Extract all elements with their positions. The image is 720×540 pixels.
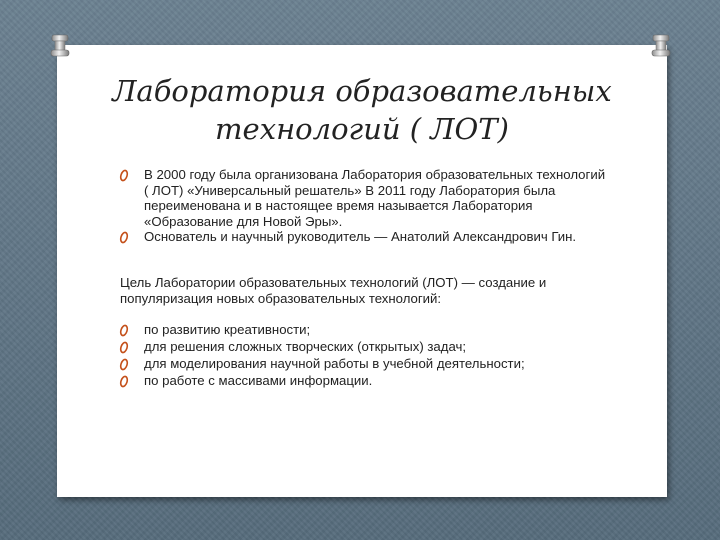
title-line-2: технологий ( ЛОТ) bbox=[215, 112, 509, 146]
list-item bbox=[118, 322, 608, 338]
pushpin-icon bbox=[50, 33, 70, 61]
intro-bullet-list bbox=[118, 167, 608, 245]
list-item-text: для моделирования научной работы в учебной деятельности; bbox=[144, 356, 525, 371]
bullet-icon bbox=[118, 168, 132, 182]
list-item-text: для решения сложных творческих (открытых) задач; bbox=[144, 339, 467, 354]
goal-paragraph: Цель Лаборатории образовательных технологий (ЛОТ) — создание и популяризация новых образовательных технологий: bbox=[120, 275, 547, 306]
pushpin-icon bbox=[651, 33, 671, 61]
bullet-icon bbox=[118, 340, 132, 354]
bullet-icon bbox=[118, 230, 132, 244]
list-item-text: по работе с массивами информации. bbox=[144, 373, 373, 388]
list-item bbox=[118, 167, 608, 229]
list-item-text: В 2000 году была организована Лаборатория образовательных технологий ( ЛОТ) «Универсальный решатель» В 2011 году Лаборатория была переименована и в настоящее время называется Лаборатория «Образование для Новой Эры». bbox=[144, 167, 606, 229]
list-item bbox=[118, 339, 608, 355]
bullet-icon bbox=[118, 357, 132, 371]
title-line-1: Лаборатория образовательных bbox=[112, 74, 612, 108]
bullet-icon bbox=[118, 323, 132, 337]
page-title bbox=[57, 72, 667, 148]
list-item-text: Основатель и научный руководитель — Анатолий Александрович Гин. bbox=[144, 229, 577, 244]
list-item bbox=[118, 373, 608, 389]
list-item bbox=[118, 229, 608, 245]
list-item bbox=[118, 356, 608, 372]
bullet-icon bbox=[118, 374, 132, 388]
technology-bullet-list bbox=[118, 322, 608, 390]
list-item-text: по развитию креативности; bbox=[144, 322, 311, 337]
